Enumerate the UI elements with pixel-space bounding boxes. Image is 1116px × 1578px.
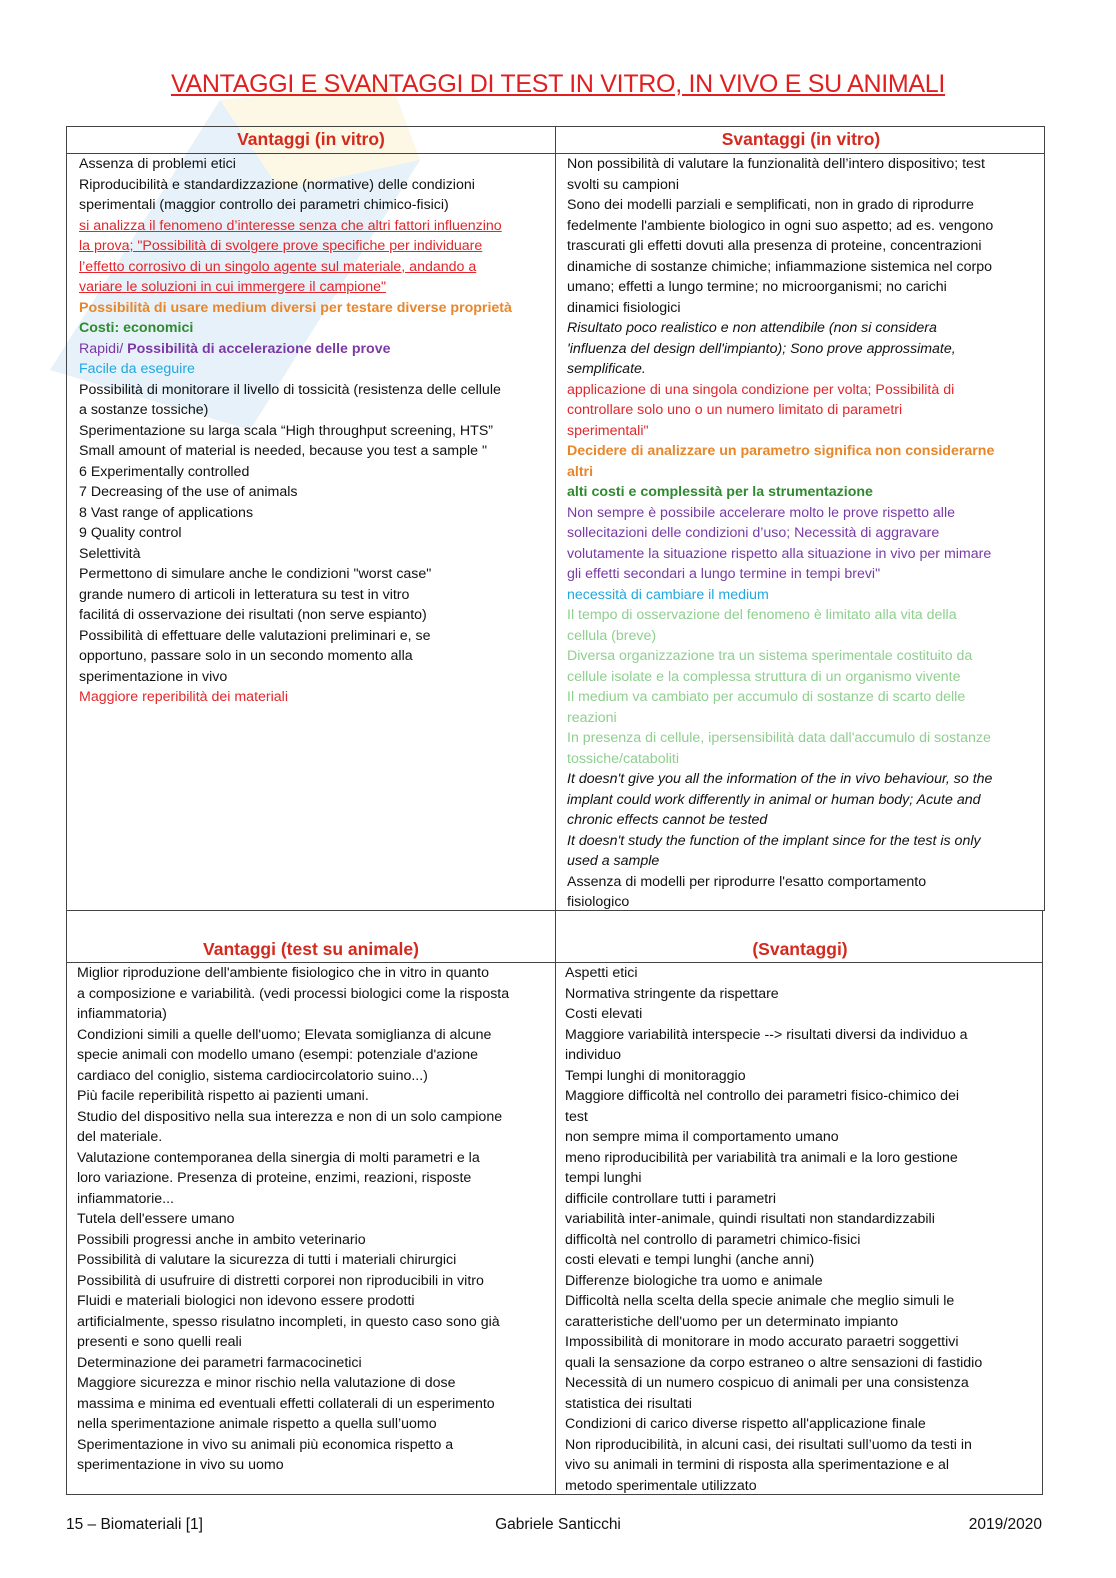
line-text: dinamici fisiologici — [567, 299, 681, 316]
list-line — [565, 1271, 1041, 1292]
list-line — [77, 1312, 551, 1333]
line-text: Sono dei modelli parziali e semplificati, non in grado di riprodurre — [567, 197, 974, 213]
list-line — [567, 236, 1042, 257]
list-line — [565, 1189, 1041, 1210]
list-line — [77, 1107, 551, 1128]
list-line — [77, 1086, 551, 1107]
list-line — [567, 421, 1042, 442]
line-text: Maggiore sicurezza e minor rischio nella valutazione di dose — [77, 1375, 456, 1391]
list-line — [77, 1004, 551, 1025]
animal-disadvantages-list — [565, 963, 1041, 1496]
line-text: implant could work differently in animal or human body; Acute and — [567, 791, 981, 808]
line-text: infiammatoria) — [77, 1006, 167, 1022]
list-line — [77, 1455, 551, 1476]
list-line — [567, 708, 1042, 729]
list-line — [565, 1045, 1041, 1066]
list-line — [567, 298, 1042, 319]
line-text: Più facile reperibilità rispetto ai pazienti umani. — [77, 1088, 369, 1104]
list-line — [77, 1250, 551, 1271]
line-text: Non riproducibilità, in alcuni casi, dei risultati sull’uomo da testi in — [565, 1436, 972, 1453]
line-text: It doesn't give you all the information of the in vivo behaviour, so the — [567, 771, 993, 787]
list-line — [565, 1209, 1041, 1230]
line-text: used a sample — [567, 853, 660, 869]
list-line — [79, 359, 549, 380]
list-line — [79, 605, 549, 626]
list-line — [565, 1250, 1041, 1271]
list-line — [77, 1209, 551, 1230]
list-line — [79, 421, 549, 442]
list-line — [77, 1414, 551, 1435]
list-line — [565, 984, 1041, 1005]
list-line — [565, 1025, 1041, 1046]
line-text: Impossibilità di monitorare in modo accurato paraetri soggettivi — [565, 1334, 959, 1350]
list-line — [77, 1291, 551, 1312]
line-text: 'influenza del design dell'impianto); Sono prove approssimate, — [567, 340, 956, 357]
line-text: non sempre mima il comportamento umano — [565, 1129, 839, 1145]
line-text: Determinazione dei parametri farmacocinetici — [77, 1354, 362, 1371]
line-text: statistica dei risultati — [565, 1395, 692, 1412]
line-text: semplificate. — [567, 361, 646, 377]
list-line — [565, 1107, 1041, 1128]
list-line — [565, 1168, 1041, 1189]
list-line — [79, 462, 549, 483]
list-line — [77, 1271, 551, 1292]
list-line — [77, 1189, 551, 1210]
list-line — [79, 544, 549, 565]
line-text: tossiche/cataboliti — [567, 750, 679, 767]
line-text: facilitá di osservazione dei risultati (non serve espianto) — [79, 607, 427, 623]
line-text: variare le soluzioni in cui immergere il campione" — [79, 279, 387, 295]
line-text: Possibilità di valutare la sicurezza di tutti i materiali chirurgici — [77, 1252, 457, 1268]
line-text: Rapidi/ — [79, 340, 128, 357]
list-line — [565, 1332, 1041, 1353]
line-text: controllare solo uno o un numero limitato di parametri — [567, 402, 903, 418]
line-text: It doesn't study the function of the implant since for the test is only — [567, 832, 981, 849]
line-text: specie animali con modello umano (esempi: potenziale d'azione — [77, 1047, 478, 1063]
line-text: Possibilità di accelerazione delle prove — [127, 340, 391, 357]
in-vitro-table — [66, 126, 1045, 911]
line-text: sperimentazione in vivo — [79, 668, 228, 685]
in-vitro-disadvantages-list — [567, 154, 1042, 913]
list-line — [567, 154, 1042, 175]
list-line — [565, 1066, 1041, 1087]
line-text: la prova; "Possibilità di svolgere prove specifiche per individuare — [79, 238, 483, 254]
list-line — [79, 667, 549, 688]
list-line — [567, 257, 1042, 278]
line-text: costi elevati e tempi lunghi (anche anni) — [565, 1252, 815, 1268]
list-line — [567, 749, 1042, 770]
line-text: loro variazione. Presenza di proteine, enzimi, reazioni, risposte — [77, 1170, 472, 1186]
footer-page-label: 15 – Biomateriali [1] — [66, 1516, 203, 1533]
list-line — [567, 195, 1042, 216]
line-text: del materiale. — [77, 1129, 163, 1145]
list-line — [79, 318, 549, 339]
list-line — [567, 585, 1042, 606]
line-text: chronic effects cannot be tested — [567, 812, 768, 828]
line-text: volutamente la situazione rispetto alla situazione in vivo per mimare — [567, 545, 992, 562]
line-text: 9 Quality control — [79, 525, 182, 541]
list-line — [567, 503, 1042, 524]
list-line — [79, 585, 549, 606]
list-line — [567, 810, 1042, 831]
line-text: gli effetti secondari a lungo termine in tempi brevi" — [567, 566, 881, 582]
list-line — [565, 1353, 1041, 1374]
line-text: Il tempo di osservazione del fenomeno è limitato alla vita della — [567, 607, 957, 623]
footer-year: 2019/2020 — [968, 1516, 1042, 1533]
line-text: Difficoltà nella scelta della specie animale che meglio simuli le — [565, 1293, 955, 1309]
line-text: In presenza di cellule, ipersensibilità data dall'accumulo di sostanze — [567, 730, 991, 746]
in-vitro-advantages-header: Vantaggi (in vitro) — [237, 129, 385, 149]
list-line — [77, 1353, 551, 1374]
line-text: Maggiore reperibilità dei materiali — [79, 689, 288, 705]
list-line — [565, 1230, 1041, 1251]
list-line — [567, 646, 1042, 667]
line-text: opportuno, passare solo in un secondo momento alla — [79, 648, 413, 664]
line-text: Facile da eseguire — [79, 361, 195, 377]
list-line — [79, 236, 549, 257]
line-text: dinamiche di sostanze chimiche; infiammazione sistemica nel corpo — [567, 258, 993, 275]
line-text: Il medium va cambiato per accumulo di sostanze di scarto delle — [567, 689, 966, 705]
list-line — [567, 728, 1042, 749]
line-text: fisiologico — [567, 894, 630, 910]
list-line — [567, 400, 1042, 421]
line-text: Possibilità di usufruire di distretti corporei non riproducibili in vitro — [77, 1272, 484, 1289]
line-text: Diversa organizzazione tra un sistema sperimentale costituito da — [567, 648, 973, 664]
line-text: Possibili progressi anche in ambito veterinario — [77, 1231, 366, 1248]
list-line — [79, 175, 549, 196]
line-text: altri — [567, 463, 594, 480]
line-text: massima e minima ed eventuali effetti collaterali di un esperimento — [77, 1395, 495, 1412]
line-text: 8 Vast range of applications — [79, 504, 254, 521]
list-line — [565, 1373, 1041, 1394]
line-text: a sostanze tossiche) — [79, 402, 209, 418]
list-line — [567, 687, 1042, 708]
line-text: fedelmente l'ambiente biologico in ogni suo aspetto; ad es. vengono — [567, 217, 994, 234]
line-text: vivo su animali in termini di risposta alla sperimentazione e al — [565, 1457, 950, 1473]
list-line — [565, 963, 1041, 984]
line-text: grande numero di articoli in letteratura su test in vitro — [79, 586, 410, 603]
list-line — [77, 1230, 551, 1251]
list-line — [79, 400, 549, 421]
line-text: Aspetti etici — [565, 965, 638, 981]
footer-author: Gabriele Santicchi — [495, 1516, 621, 1533]
line-text: reazioni — [567, 709, 617, 726]
list-line — [565, 1312, 1041, 1333]
line-text: Studio del dispositivo nella sua interezza e non di un solo campione — [77, 1108, 503, 1125]
list-line — [565, 1086, 1041, 1107]
list-line — [567, 544, 1042, 565]
line-text: 7 Decreasing of the use of animals — [79, 484, 298, 500]
line-text: Small amount of material is needed, because you test a sample " — [79, 443, 488, 459]
line-text: difficile controllare tutti i parametri — [565, 1190, 777, 1207]
line-text: Tutela dell'essere umano — [77, 1211, 235, 1227]
line-text: Sperimentazione in vivo su animali più economica rispetto a — [77, 1436, 454, 1453]
line-text: l’effetto corrosivo di un singolo agente sul materiale, andando a — [79, 258, 477, 275]
line-text: applicazione di una singola condizione per volta; Possibilità di — [567, 381, 955, 398]
animal-advantages-header: Vantaggi (test su animale) — [203, 939, 419, 959]
list-line — [79, 298, 549, 319]
line-text: cellula (breve) — [567, 627, 657, 644]
list-line — [567, 667, 1042, 688]
list-line — [567, 790, 1042, 811]
list-line — [567, 462, 1042, 483]
list-line — [565, 1435, 1041, 1456]
line-text: variabilità inter-animale, quindi risultati non standardizzabili — [565, 1211, 935, 1227]
line-text: Necessità di un numero cospicuo di animali per una consistenza — [565, 1375, 969, 1391]
list-line — [567, 851, 1042, 872]
line-text: sollecitazioni delle condizioni d’uso; Necessità di aggravare — [567, 525, 940, 541]
line-text: cardiaco del coniglio, sistema cardiocircolatorio suino...) — [77, 1067, 428, 1084]
list-line — [77, 1127, 551, 1148]
list-line — [565, 1291, 1041, 1312]
line-text: Normativa stringente da rispettare — [565, 985, 779, 1002]
in-vitro-disadvantages-header: Svantaggi (in vitro) — [721, 129, 881, 149]
list-line — [567, 441, 1042, 462]
list-line — [567, 626, 1042, 647]
line-text: Maggiore variabilità interspecie --> risultati diversi da individuo a — [565, 1026, 968, 1043]
line-text: artificialmente, spesso risulatno incompleti, in questo caso sono già — [77, 1313, 500, 1330]
line-text: presenti e sono quelli reali — [77, 1334, 242, 1350]
list-line — [77, 963, 551, 984]
list-line — [79, 687, 549, 708]
line-text: Miglior riproduzione dell'ambiente fisiologico che in vitro in quanto — [77, 965, 490, 981]
line-text: metodo sperimentale utilizzato — [565, 1477, 757, 1494]
line-text: Valutazione contemporanea della sinergia di molti parametri e la — [77, 1149, 480, 1166]
list-line — [77, 984, 551, 1005]
line-text: sperimentali (maggior controllo dei parametri chimico-fisici) — [79, 197, 449, 213]
line-text: umano; effetti a lungo termine; no microorganismi; no carichi — [567, 279, 947, 295]
line-text: Non possibilità di valutare la funzionalità dell’intero dispositivo; test — [567, 156, 985, 172]
list-line — [77, 1168, 551, 1189]
line-text: nella sperimentazione animale rispetto a quella sull’uomo — [77, 1416, 437, 1432]
line-text: Selettività — [79, 545, 141, 562]
line-text: alti costi e complessità per la strumentazione — [567, 484, 873, 500]
line-text: Fluidi e materiali biologici non idevono essere prodotti — [77, 1293, 415, 1309]
list-line — [79, 339, 549, 360]
list-line — [79, 564, 549, 585]
list-line — [77, 1332, 551, 1353]
line-text: trascurati gli effetti dovuti alla presenza di proteine, concentrazioni — [567, 238, 982, 254]
line-text: tempi lunghi — [565, 1170, 642, 1186]
line-text: Risultato poco realistico e non attendibile (non si considera — [567, 320, 937, 336]
line-text: 6 Experimentally controlled — [79, 463, 250, 480]
list-line — [567, 564, 1042, 585]
line-text: cellule isolate e la complessa struttura di un organismo vivente — [567, 668, 961, 685]
line-text: necessità di cambiare il medium — [567, 586, 769, 603]
line-text: svolti su campioni — [567, 176, 679, 193]
list-line — [79, 626, 549, 647]
list-line — [79, 154, 549, 175]
list-line — [567, 318, 1042, 339]
list-line — [565, 1414, 1041, 1435]
list-line — [567, 605, 1042, 626]
in-vitro-advantages-list — [79, 154, 549, 708]
list-line — [79, 380, 549, 401]
line-text: Permettono di simulare anche le condizioni "worst case" — [79, 566, 432, 582]
line-text: difficoltà nel controllo di parametri chimico-fisici — [565, 1231, 861, 1248]
list-line — [565, 1127, 1041, 1148]
list-line — [567, 175, 1042, 196]
list-line — [565, 1455, 1041, 1476]
list-line — [77, 1435, 551, 1456]
animal-test-table — [66, 910, 1043, 1495]
line-text: individuo — [565, 1047, 622, 1063]
line-text: Condizioni di carico diverse rispetto all'applicazione finale — [565, 1416, 926, 1432]
line-text: Differenze biologiche tra uomo e animale — [565, 1272, 823, 1289]
list-line — [77, 1066, 551, 1087]
list-line — [77, 1148, 551, 1169]
list-line — [567, 831, 1042, 852]
line-text: Possibilità di effettuare delle valutazioni preliminari e, se — [79, 627, 431, 644]
list-line — [77, 1373, 551, 1394]
list-line — [79, 503, 549, 524]
list-line — [567, 216, 1042, 237]
line-text: Tempi lunghi di monitoraggio — [565, 1067, 746, 1084]
list-line — [79, 523, 549, 544]
line-text: meno riproducibilità per variabilità tra animali e la loro gestione — [565, 1149, 958, 1166]
line-text: Sperimentazione su larga scala “High throughput screening, HTS” — [79, 422, 494, 439]
list-line — [79, 277, 549, 298]
list-line — [77, 1045, 551, 1066]
list-line — [567, 359, 1042, 380]
line-text: si analizza il fenomeno d’interesse senza che altri fattori influenzino — [79, 217, 502, 234]
line-text: caratteristiche dell'uomo per un determinato impianto — [565, 1313, 899, 1330]
line-text: infiammatorie... — [77, 1190, 174, 1207]
line-text: a composizione e variabilità. (vedi processi biologici come la risposta — [77, 985, 510, 1002]
line-text: Non sempre è possibile accelerare molto le prove rispetto alle — [567, 504, 955, 521]
line-text: Assenza di modelli per riprodurre l'esatto comportamento — [567, 873, 927, 890]
line-text: Possibilità di monitorare il livello di tossicità (resistenza delle cellule — [79, 381, 501, 398]
list-line — [79, 646, 549, 667]
line-text: test — [565, 1108, 588, 1125]
line-text: Condizioni simili a quelle dell'uomo; Elevata somiglianza di alcune — [77, 1026, 492, 1043]
list-line — [79, 195, 549, 216]
list-line — [565, 1394, 1041, 1415]
line-text: sperimentazione in vivo su uomo — [77, 1457, 284, 1473]
line-text: Assenza di problemi etici — [79, 156, 236, 172]
line-text: Decidere di analizzare un parametro significa non considerarne — [567, 443, 995, 459]
line-text: Costi: economici — [79, 320, 194, 336]
list-line — [77, 1025, 551, 1046]
line-text: quali la sensazione da corpo estraneo o altre sensazioni di fastidio — [565, 1354, 983, 1371]
list-line — [79, 482, 549, 503]
line-text: Costi elevati — [565, 1006, 643, 1022]
list-line — [79, 441, 549, 462]
list-line — [565, 1476, 1041, 1497]
list-line — [567, 872, 1042, 893]
animal-disadvantages-header: (Svantaggi) — [752, 939, 848, 959]
list-line — [567, 339, 1042, 360]
list-line — [567, 482, 1042, 503]
line-text: Riproducibilità e standardizzazione (normative) delle condizioni — [79, 176, 475, 193]
list-line — [565, 1004, 1041, 1025]
list-line — [79, 216, 549, 237]
list-line — [567, 769, 1042, 790]
list-line — [567, 380, 1042, 401]
list-line — [567, 277, 1042, 298]
page-title: VANTAGGI E SVANTAGGI DI TEST IN VITRO, IN VIVO E SU ANIMALI — [170, 70, 946, 98]
line-text: Possibilità di usare medium diversi per testare diverse proprietà — [79, 299, 512, 316]
list-line — [77, 1394, 551, 1415]
line-text: sperimentali" — [567, 422, 649, 439]
list-line — [79, 257, 549, 278]
animal-advantages-list — [77, 963, 551, 1476]
line-text: Maggiore difficoltà nel controllo dei parametri fisico-chimico dei — [565, 1088, 960, 1104]
list-line — [567, 523, 1042, 544]
list-line — [565, 1148, 1041, 1169]
